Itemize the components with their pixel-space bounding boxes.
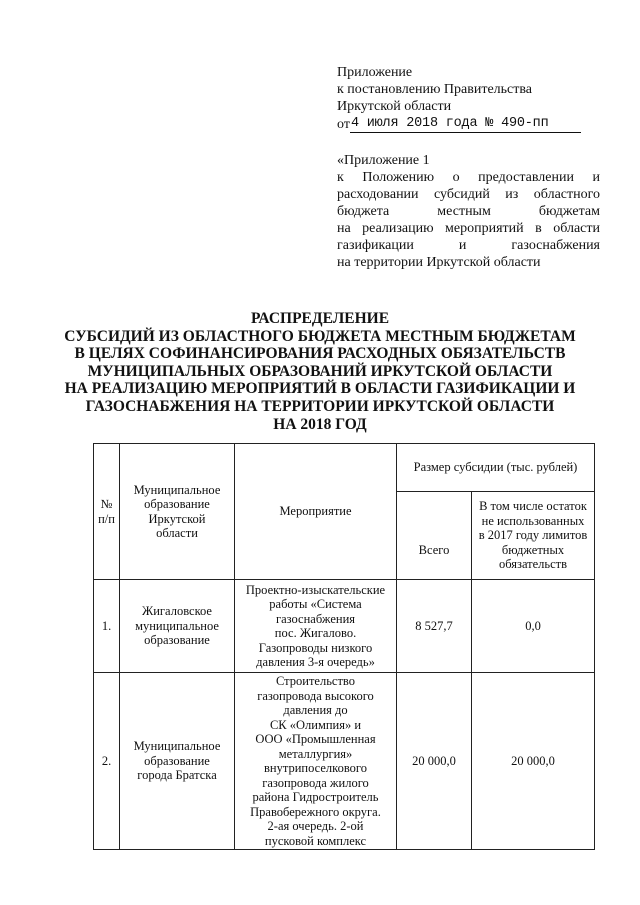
appendix1-header xyxy=(337,152,600,271)
cell-text: ООО «Промышленная xyxy=(255,732,376,746)
appendix1-line: на территории Иркутской области xyxy=(337,255,541,270)
header-remainder xyxy=(472,492,595,580)
row-num: 1. xyxy=(94,580,120,673)
resolution-date: 4 июля 2018 года № 490-пп xyxy=(350,115,581,133)
cell-text: работы «Система xyxy=(269,597,362,611)
header-text: Мероприятие xyxy=(279,504,352,519)
cell-text: внутрипоселкового xyxy=(264,761,367,775)
header-text: в 2017 году лимитов xyxy=(478,528,588,543)
cell-text: пусковой комплекс xyxy=(264,833,367,848)
header-text: бюджетных xyxy=(501,542,565,557)
cell-text: металлургия» xyxy=(278,746,353,761)
header-total xyxy=(397,492,472,580)
appendix1-line: газификации и газоснабжения xyxy=(337,238,600,253)
appendix1-line: бюджета местным бюджетам xyxy=(337,204,600,219)
cell-text: Муниципальное xyxy=(133,739,221,754)
title-line: НА РЕАЛИЗАЦИЮ МЕРОПРИЯТИЙ В ОБЛАСТИ ГАЗИФИКАЦИИ И xyxy=(64,380,576,398)
row-total: 8 527,7 xyxy=(397,580,472,673)
table-row xyxy=(94,580,595,673)
document-title xyxy=(60,310,580,433)
cell-text: образование xyxy=(144,633,210,648)
cell-text: 2-ая очередь. 2-ой xyxy=(267,819,364,833)
header-text: обязательств xyxy=(498,557,568,572)
row-remainder: 0,0 xyxy=(472,580,595,673)
appendix-line: Иркутской области xyxy=(337,99,452,114)
header-measure xyxy=(235,444,397,580)
title-line: МУНИЦИПАЛЬНЫХ ОБРАЗОВАНИЙ ИРКУТСКОЙ ОБЛАСТИ xyxy=(87,362,553,380)
cell-text: города Братска xyxy=(137,768,217,783)
header-text: области xyxy=(156,526,198,540)
appendix-line: Приложение xyxy=(337,65,413,80)
table-header-row xyxy=(94,444,595,492)
appendix-line: к постановлению Правительства xyxy=(337,82,533,97)
row-num: 2. xyxy=(94,673,120,850)
cell-text: газопровода высокого xyxy=(257,688,374,703)
cell-text: Правобережного округа. xyxy=(250,804,381,819)
cell-text: Газопроводы низкого xyxy=(258,640,373,655)
cell-text: давления 3-я очередь» xyxy=(256,655,375,669)
cell-text: образование xyxy=(144,753,210,768)
title-line: НА 2018 ГОД xyxy=(273,415,367,433)
table-row xyxy=(94,673,595,850)
header-subsidy-size xyxy=(397,444,595,492)
appendix1-line: на реализацию мероприятий в области xyxy=(337,221,600,236)
cell-text: района Гидростроитель xyxy=(252,790,379,804)
title-line: ГАЗОСНАБЖЕНИЯ НА ТЕРРИТОРИИ ИРКУТСКОЙ ОБЛАСТИ xyxy=(85,397,555,415)
appendix1-line: к Положению о предоставлении и xyxy=(337,170,600,185)
subsidy-table xyxy=(93,443,595,850)
header-text: Муниципальное xyxy=(133,482,221,497)
cell-text: пос. Жигалово. xyxy=(274,626,357,640)
header-text: образование xyxy=(144,497,210,511)
header-text: не использованных xyxy=(481,513,585,528)
header-num xyxy=(94,444,120,580)
cell-text: Жигаловское xyxy=(142,604,212,619)
row-remainder: 20 000,0 xyxy=(472,673,595,850)
row-total: 20 000,0 xyxy=(397,673,472,850)
row-municipality xyxy=(120,580,235,673)
cell-text: муниципальное xyxy=(135,618,219,633)
title-line: В ЦЕЛЯХ СОФИНАНСИРОВАНИЯ РАСХОДНЫХ ОБЯЗАТЕЛЬСТВ xyxy=(74,345,566,363)
header-text: Всего xyxy=(418,542,450,557)
title-line: СУБСИДИЙ ИЗ ОБЛАСТНОГО БЮДЖЕТА МЕСТНЫМ БЮДЖЕТАМ xyxy=(64,327,576,345)
cell-text: давления до xyxy=(283,703,348,717)
appendix-header xyxy=(337,64,597,133)
date-prefix: от xyxy=(337,117,350,132)
cell-text: газоснабжения xyxy=(275,611,356,626)
header-text: № xyxy=(100,497,113,511)
title-line: РАСПРЕДЕЛЕНИЕ xyxy=(250,310,390,327)
cell-text: Строительство xyxy=(275,674,355,688)
header-municipality xyxy=(120,444,235,580)
header-text: Иркутской xyxy=(148,511,206,526)
appendix1-line: расходовании субсидий из областного xyxy=(337,187,600,202)
header-text: В том числе остаток xyxy=(479,499,587,514)
appendix1-line: «Приложение 1 xyxy=(337,153,430,168)
header-text: Размер субсидии (тыс. рублей) xyxy=(413,460,578,475)
cell-text: Проектно-изыскательские xyxy=(245,582,386,597)
cell-text: газопровода жилого xyxy=(262,775,369,790)
row-measure xyxy=(235,673,397,850)
header-text: п/п xyxy=(98,511,115,526)
row-municipality xyxy=(120,673,235,850)
cell-text: СК «Олимпия» и xyxy=(269,717,362,732)
resolution-date-line xyxy=(337,115,597,133)
row-measure xyxy=(235,580,397,673)
